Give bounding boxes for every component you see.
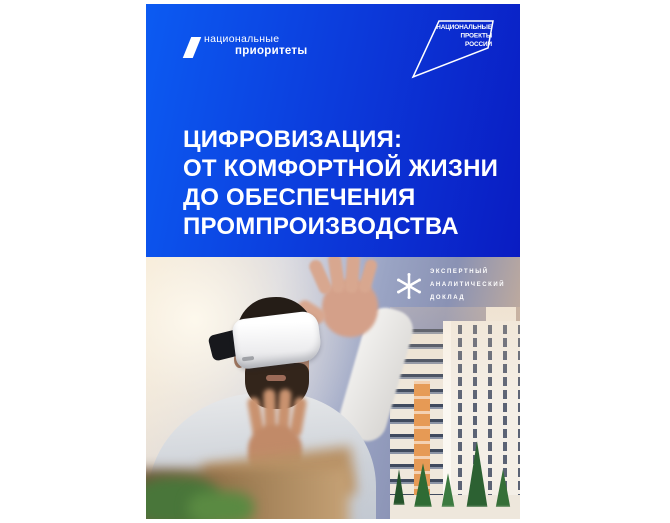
vr-headset-vent [242, 356, 254, 361]
logo-text-line: РОССИИ [465, 41, 492, 48]
expert-report-stamp [395, 266, 505, 305]
title-line: ЦИФРОВИЗАЦИЯ: [183, 126, 403, 153]
national-priorities-logo [187, 34, 308, 58]
logo-text-line: ПРОЕКТЫ [460, 32, 492, 40]
man-raised-hand-finger [358, 258, 379, 294]
slash-icon [183, 37, 201, 58]
logo-text-line: приоритеты [235, 45, 308, 57]
report-cover [146, 4, 520, 519]
title-line: ОТ КОМФОРТНОЙ ЖИЗНИ [183, 155, 499, 182]
man-lips [266, 375, 286, 381]
stamp-text-line: АНАЛИТИЧЕСКИЙ [430, 282, 506, 288]
national-projects-russia-logo [405, 15, 497, 85]
national-priorities-logo-text [204, 34, 308, 58]
logo-text-line: НАЦИОНАЛЬНЫЕ [436, 24, 492, 31]
title-line: ДО ОБЕСПЕЧЕНИЯ [183, 184, 416, 211]
snowflake-icon [395, 272, 423, 300]
cover-photo [146, 257, 520, 519]
foreground-blur-foliage [188, 491, 254, 519]
stamp-text-line: ДОКЛАД [430, 295, 466, 301]
vr-headset [231, 310, 322, 370]
cover-blue-panel [146, 4, 520, 257]
report-title [183, 125, 498, 241]
stamp-text-line: ЭКСПЕРТНЫЙ [430, 269, 489, 275]
logo-text-line: национальные [204, 33, 280, 45]
stamp-text [430, 266, 505, 305]
title-line: ПРОМПРОИЗВОДСТВА [183, 213, 459, 240]
